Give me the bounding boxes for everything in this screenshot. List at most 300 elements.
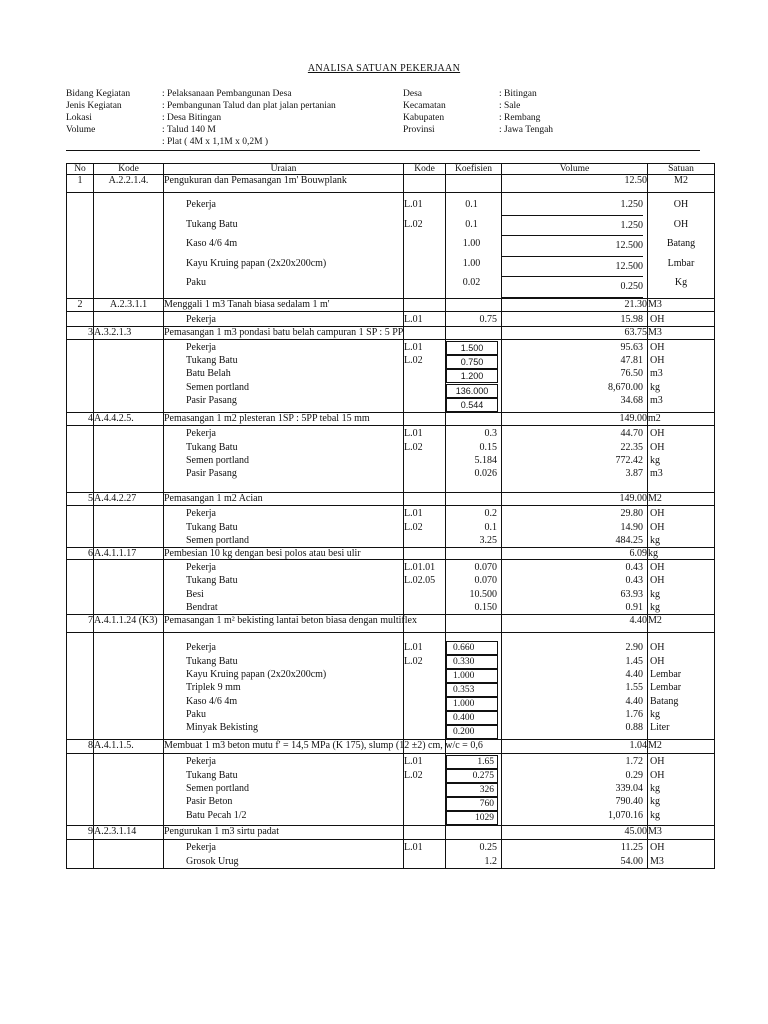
item-volume: 12.50	[502, 175, 648, 193]
item-row	[67, 493, 715, 506]
sub-item-satuan: kg	[650, 534, 660, 546]
sub-no-empty	[67, 506, 94, 548]
sub-koef	[446, 193, 502, 299]
item-row	[67, 413, 715, 426]
sub-koef	[446, 633, 502, 740]
sub-item-koef: 0.400	[446, 711, 498, 725]
sub-item-koef: 0.275	[446, 769, 498, 783]
sub-item-volume: 12.500	[502, 236, 643, 257]
sub-item-volume: 0.43	[625, 575, 643, 587]
sub-item-volume: 47.81	[620, 355, 643, 367]
info-label	[66, 136, 130, 148]
item-volume: 1.04	[502, 740, 648, 754]
sub-no-empty	[67, 339, 94, 412]
sub-item-koef: 1.000	[446, 669, 498, 683]
sub-koef	[446, 506, 502, 548]
info-value: : Jawa Tengah	[499, 125, 554, 135]
info-label: Lokasi	[66, 113, 92, 123]
sub-item-code: L.01	[404, 756, 423, 768]
sub-satuan	[648, 560, 715, 615]
sub-item-koef-wrap	[446, 341, 497, 355]
sub-item-code	[404, 254, 445, 274]
info-value: : Bitingan	[499, 89, 537, 99]
sub-item-name: Tukang Batu	[186, 655, 238, 667]
sub-item-volume: 484.25	[615, 534, 643, 546]
info-value: : Plat ( 4M x 1,1M x 0,2M )	[162, 137, 269, 147]
sub-item-name: Triplek 9 mm	[186, 682, 241, 694]
sub-kode-empty	[94, 633, 164, 740]
sub-item-name: Bendrat	[186, 602, 218, 614]
item-row	[67, 548, 715, 560]
item-kode2-empty	[404, 326, 446, 339]
sub-item-satuan: kg	[650, 782, 660, 794]
sub-item-code	[404, 795, 445, 808]
sub-uraian	[164, 193, 404, 299]
sub-item-name: Tukang Batu	[186, 355, 238, 367]
sub-item-code	[404, 234, 445, 254]
item-uraian: Pemasangan 1 m² bekisting lantai beton biasa dengan multiflex	[164, 615, 404, 633]
sub-item-name: Pekerja	[186, 756, 216, 768]
item-koef-empty	[446, 548, 502, 560]
sub-item-koef: 5.184	[474, 454, 497, 466]
info-value: : Pelaksanaan Pembangunan Desa	[162, 89, 292, 99]
sub-item-koef-wrap	[446, 215, 497, 235]
sub-item-koef-wrap	[446, 467, 497, 480]
sub-item-code	[404, 534, 445, 547]
sub-item-name: Tukang Batu	[186, 441, 238, 453]
item-satuan: kg	[648, 548, 715, 560]
sub-code	[404, 426, 446, 493]
sub-satuan	[648, 311, 715, 326]
sub-no-empty	[67, 560, 94, 615]
item-kode: A.4.4.2.5.	[94, 413, 164, 426]
sub-row	[67, 506, 715, 548]
sub-koef	[446, 311, 502, 326]
sub-item-koef: 0.150	[474, 602, 497, 614]
sub-item-koef: 1.200	[446, 369, 498, 383]
sub-item-satuan: OH	[650, 341, 665, 353]
item-volume: 21.30	[502, 298, 648, 311]
sub-item-koef-wrap	[446, 369, 497, 383]
info-right-labels	[403, 88, 446, 136]
sub-item-satuan: OH	[650, 508, 665, 520]
sub-item-code	[404, 381, 445, 394]
sub-koef	[446, 426, 502, 493]
sub-item-koef: 1.500	[446, 341, 498, 355]
sub-no-empty	[67, 426, 94, 493]
sub-item-code: L.01	[404, 199, 423, 210]
item-uraian: Pemasangan 1 m2 plesteran 1SP : 5PP tebal 15 mm	[164, 413, 404, 426]
sub-item-code	[404, 695, 445, 708]
sub-item-code: L.02	[404, 355, 423, 367]
item-satuan: M2	[648, 493, 715, 506]
header-no: No	[67, 164, 94, 175]
sub-item-volume: 1,070.16	[608, 809, 643, 821]
sub-item-volume: 772.42	[615, 454, 643, 466]
info-value: : Rembang	[499, 113, 541, 123]
sub-item-name: Semen portland	[186, 782, 250, 794]
item-volume: 63.75	[502, 326, 648, 339]
sub-item-koef-wrap	[446, 574, 497, 587]
item-kode: A.4.4.2.27	[94, 493, 164, 506]
sub-item-satuan: M3	[650, 855, 664, 867]
item-uraian: Pengurukan 1 m3 sirtu padat	[164, 826, 404, 840]
document-title: ANALISA SATUAN PEKERJAAN	[307, 63, 461, 74]
sub-no-empty	[67, 754, 94, 826]
item-kode2-empty	[404, 298, 446, 311]
sub-satuan	[648, 193, 715, 299]
sub-item-koef-wrap	[446, 725, 497, 739]
sub-item-code	[404, 394, 445, 407]
sub-item-koef-wrap	[446, 507, 497, 520]
item-satuan: M2	[648, 740, 715, 754]
sub-item-satuan: Lembar	[650, 682, 682, 694]
sub-item-koef-wrap	[446, 384, 497, 398]
sub-item-koef-wrap	[446, 669, 497, 683]
sub-item-koef: 0.026	[474, 468, 497, 480]
sub-item-name: Grosok Urug	[186, 855, 239, 867]
sub-item-koef: 0.02	[462, 277, 481, 288]
sub-item-code: L.01	[404, 341, 423, 353]
sub-item-koef: 1.2	[484, 855, 497, 867]
sub-item-koef-wrap	[446, 655, 497, 669]
sub-item-koef: 0.070	[474, 575, 497, 587]
sub-kode-empty	[94, 840, 164, 869]
sub-item-koef: 0.353	[446, 683, 498, 697]
sub-item-volume: 29.80	[620, 508, 643, 520]
sub-item-volume: 1.45	[625, 655, 643, 667]
sub-item-koef: 0.1	[484, 521, 497, 533]
sub-kode-empty	[94, 506, 164, 548]
item-row	[67, 298, 715, 311]
sub-item-satuan: kg	[650, 602, 660, 614]
item-koef-empty	[446, 413, 502, 426]
sub-item-code	[404, 782, 445, 795]
sub-item-satuan: OH	[650, 355, 665, 367]
sub-item-volume: 0.250	[502, 277, 643, 298]
sub-item-koef-wrap	[446, 534, 497, 547]
sub-item-volume: 11.25	[620, 842, 643, 854]
sub-item-satuan: Lembar	[650, 668, 682, 680]
item-kode2-empty	[404, 493, 446, 506]
info-label: Bidang Kegiatan	[66, 89, 131, 99]
item-no: 5	[67, 493, 94, 506]
sub-item-koef: 0.25	[479, 842, 497, 854]
sub-item-koef-wrap	[446, 755, 497, 769]
item-satuan: M2	[648, 175, 715, 193]
sub-item-name: Paku	[186, 708, 206, 720]
sub-volume	[502, 633, 648, 740]
info-label: Volume	[66, 125, 96, 135]
sub-item-name: Batu Pecah 1/2	[186, 809, 247, 821]
sub-item-volume: 4.40	[625, 695, 643, 707]
sub-item-koef: 0.330	[446, 655, 498, 669]
item-no: 9	[67, 826, 94, 840]
sub-item-name: Pekerja	[186, 341, 216, 353]
info-left-labels	[66, 88, 130, 148]
sub-satuan	[648, 506, 715, 548]
sub-item-name: Tukang Batu	[186, 575, 238, 587]
item-volume: 4.40	[502, 615, 648, 633]
sub-volume	[502, 840, 648, 869]
sub-item-satuan: OH	[650, 756, 665, 768]
sub-satuan	[648, 339, 715, 412]
sub-item-koef: 0.1	[465, 218, 478, 230]
sub-item-koef-wrap	[446, 811, 497, 825]
item-satuan: m2	[648, 413, 715, 426]
sub-item-satuan: kg	[650, 588, 660, 600]
sub-no-empty	[67, 633, 94, 740]
item-row	[67, 615, 715, 633]
item-no: 4	[67, 413, 94, 426]
item-kode: A.4.1.1.5.	[94, 740, 164, 754]
sub-item-koef-wrap	[446, 641, 497, 655]
sub-item-volume: 1.250	[502, 216, 643, 237]
info-value: : Pembangunan Talud dan plat jalan pertanian	[162, 101, 336, 111]
sub-item-koef: 10.500	[469, 588, 497, 600]
item-no: 6	[67, 548, 94, 560]
sub-item-name: Tukang Batu	[186, 521, 238, 533]
sub-item-code: L.01	[404, 508, 423, 520]
sub-item-name: Pekerja	[186, 508, 216, 520]
sub-item-volume: 0.29	[625, 769, 643, 781]
sub-item-code	[404, 855, 445, 868]
item-kode2-empty	[404, 413, 446, 426]
item-kode2-empty	[404, 175, 446, 193]
sub-item-koef: 0.544	[446, 398, 498, 412]
sub-item-koef-wrap	[446, 855, 497, 868]
sub-item-code	[404, 467, 445, 480]
sub-item-satuan: OH	[650, 428, 665, 440]
sub-item-satuan: OH	[650, 575, 665, 587]
info-label: Desa	[403, 89, 422, 99]
sub-item-code	[404, 708, 445, 721]
analysis-table	[66, 163, 715, 869]
sub-item-code	[404, 601, 445, 614]
sub-item-satuan: OH	[650, 769, 665, 781]
header-satuan: Satuan	[648, 164, 715, 175]
sub-item-volume: 15.98	[620, 313, 643, 325]
sub-item-name: Pasir Pasang	[186, 394, 237, 406]
sub-item-name: Besi	[186, 588, 204, 600]
item-satuan: M3	[648, 826, 715, 840]
item-volume: 6.09	[502, 548, 648, 560]
sub-item-name: Kaso 4/6 4m	[186, 238, 238, 249]
sub-uraian	[164, 560, 404, 615]
sub-item-code: L.02.05	[404, 575, 436, 587]
sub-item-koef-wrap	[446, 683, 497, 697]
sub-item-koef-wrap	[446, 427, 497, 440]
sub-row	[67, 339, 715, 412]
sub-item-volume: 95.63	[620, 341, 643, 353]
sub-item-code: L.01	[404, 842, 423, 854]
sub-volume	[502, 339, 648, 412]
sub-item-koef: 0.75	[479, 313, 497, 325]
sub-item-name: Semen portland	[186, 381, 250, 393]
sub-item-volume: 1.76	[625, 708, 643, 720]
sub-item-koef-wrap	[446, 588, 497, 601]
sub-item-volume: 1.72	[625, 756, 643, 768]
sub-item-volume: 63.93	[620, 588, 643, 600]
sub-item-volume: 44.70	[620, 428, 643, 440]
sub-item-code	[404, 273, 445, 293]
sub-item-satuan: Batang	[666, 238, 696, 249]
sub-item-koef: 0.070	[474, 562, 497, 574]
sub-volume	[502, 506, 648, 548]
sub-row	[67, 311, 715, 326]
sub-item-code: L.01	[404, 642, 423, 654]
sub-item-koef-wrap	[446, 697, 497, 711]
item-row	[67, 326, 715, 339]
item-kode: A.4.1.1.24 (K3)	[94, 615, 164, 633]
item-koef-empty	[446, 326, 502, 339]
sub-item-satuan: kg	[650, 381, 660, 393]
sub-item-name: Pasir Pasang	[186, 468, 237, 480]
sub-item-code	[404, 721, 445, 734]
item-uraian: Pembesian 10 kg dengan besi polos atau besi ulir	[164, 548, 404, 560]
sub-item-volume: 3.87	[625, 468, 643, 480]
sub-item-satuan: kg	[650, 708, 660, 720]
sub-item-code	[404, 668, 445, 681]
item-satuan: M3	[648, 326, 715, 339]
sub-kode-empty	[94, 560, 164, 615]
sub-item-koef-wrap	[446, 841, 497, 854]
sub-item-name: Batu Belah	[186, 368, 231, 380]
item-kode: A.4.1.1.17	[94, 548, 164, 560]
item-row	[67, 826, 715, 840]
sub-item-koef-wrap	[446, 797, 497, 811]
sub-item-satuan: Batang	[650, 695, 679, 707]
sub-item-satuan: m3	[650, 368, 663, 380]
sub-uraian	[164, 506, 404, 548]
sub-code	[404, 339, 446, 412]
sub-item-satuan: Liter	[650, 722, 670, 734]
sub-item-koef: 1.65	[446, 755, 498, 769]
sub-item-name: Pekerja	[186, 562, 216, 574]
sub-item-code: L.01	[404, 313, 423, 325]
sub-row	[67, 193, 715, 299]
item-kode: A.3.2.1.3	[94, 326, 164, 339]
sub-koef	[446, 840, 502, 869]
sub-item-volume: 0.43	[625, 562, 643, 574]
sub-koef	[446, 339, 502, 412]
sub-item-satuan: OH	[650, 562, 665, 574]
sub-item-koef-wrap	[446, 313, 497, 326]
item-no: 2	[67, 298, 94, 311]
sub-code	[404, 840, 446, 869]
info-value: : Talud 140 M	[162, 125, 216, 135]
sub-item-name: Paku	[186, 277, 206, 288]
sub-item-koef: 0.750	[446, 355, 498, 369]
info-label: Kabupaten	[403, 113, 445, 123]
sub-uraian	[164, 633, 404, 740]
sub-item-koef: 0.15	[479, 441, 497, 453]
sub-item-code	[404, 681, 445, 694]
sub-item-satuan: OH	[650, 642, 665, 654]
info-right-values	[499, 88, 553, 136]
sub-koef	[446, 560, 502, 615]
sub-volume	[502, 426, 648, 493]
sub-item-name: Semen portland	[186, 534, 250, 546]
sub-item-koef: 0.660	[446, 641, 498, 655]
sub-item-koef: 136.000	[446, 384, 498, 398]
header-volume: Volume	[502, 164, 648, 175]
item-no: 1	[67, 175, 94, 193]
sub-item-name: Pekerja	[186, 428, 216, 440]
sub-volume	[502, 193, 648, 299]
sub-item-code: L.01.01	[404, 562, 436, 574]
sub-item-koef-wrap	[446, 355, 497, 369]
sub-volume	[502, 754, 648, 826]
item-satuan: M2	[648, 615, 715, 633]
sub-kode-empty	[94, 339, 164, 412]
sub-row	[67, 754, 715, 826]
sub-row	[67, 560, 715, 615]
sub-uraian	[164, 754, 404, 826]
item-koef-empty	[446, 493, 502, 506]
sub-item-name: Pekerja	[186, 842, 216, 854]
sub-no-empty	[67, 311, 94, 326]
sub-item-koef-wrap	[446, 521, 497, 534]
sub-item-koef-wrap	[446, 398, 497, 412]
item-koef-empty	[446, 826, 502, 840]
sub-item-koef: 760	[446, 797, 498, 811]
sub-item-satuan: OH	[650, 842, 665, 854]
sub-item-name: Kayu Kruing papan (2x20x200cm)	[186, 257, 327, 269]
sub-volume	[502, 311, 648, 326]
sub-uraian	[164, 840, 404, 869]
sub-code	[404, 633, 446, 740]
sub-item-volume: 14.90	[620, 521, 643, 533]
sub-item-satuan: kg	[650, 454, 660, 466]
info-label: Jenis Kegiatan	[66, 101, 122, 111]
sub-item-satuan: kg	[650, 809, 660, 821]
sub-item-koef: 326	[446, 783, 498, 797]
item-uraian: Menggali 1 m3 Tanah biasa sedalam 1 m'	[164, 298, 404, 311]
sub-satuan	[648, 633, 715, 740]
sub-item-name: Kayu Kruing papan (2x20x200cm)	[186, 668, 327, 680]
sub-item-satuan: OH	[650, 655, 665, 667]
sub-row	[67, 840, 715, 869]
sub-item-satuan: Kg	[674, 277, 688, 288]
sub-item-koef-wrap	[446, 711, 497, 725]
sub-item-volume: 1.250	[502, 195, 643, 216]
item-row	[67, 740, 715, 754]
header-divider	[66, 150, 700, 151]
sub-item-koef: 0.3	[484, 428, 497, 440]
sub-item-code: L.02	[404, 521, 423, 533]
sub-code	[404, 560, 446, 615]
item-kode2-empty	[404, 548, 446, 560]
sub-item-volume: 22.35	[620, 441, 643, 453]
sub-item-volume: 2.90	[625, 642, 643, 654]
sub-row	[67, 633, 715, 740]
sub-item-satuan: kg	[650, 796, 660, 808]
item-uraian: Membuat 1 m3 beton mutu f' = 14,5 MPa (K 175), slump (12 ±2) cm, w/c = 0,6	[164, 740, 404, 754]
sub-item-koef-wrap	[446, 254, 497, 274]
sub-item-satuan: Lmbar	[667, 257, 695, 269]
sub-code	[404, 754, 446, 826]
item-uraian: Pengukuran dan Pemasangan 1m' Bouwplank	[164, 175, 404, 193]
sub-satuan	[648, 754, 715, 826]
item-uraian: Pemasangan 1 m2 Acian	[164, 493, 404, 506]
sub-item-satuan: OH	[650, 521, 665, 533]
item-volume: 45.00	[502, 826, 648, 840]
sub-item-satuan: OH	[673, 199, 689, 210]
sub-item-koef: 1.000	[446, 697, 498, 711]
item-kode: A.2.3.1.14	[94, 826, 164, 840]
sub-item-koef: 0.1	[465, 199, 478, 210]
